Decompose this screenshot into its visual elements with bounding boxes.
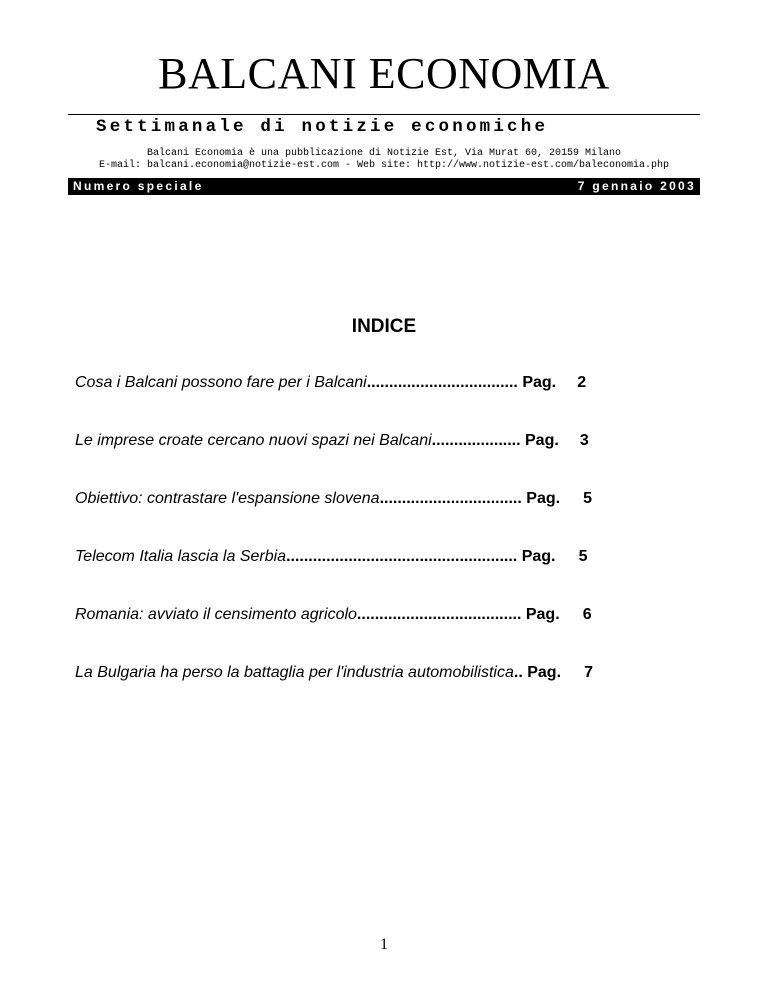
toc-entry [75, 605, 592, 625]
publisher-info: Balcani Economia è una pubblicazione di Notizie Est, Via Murat 60, 20159 Milano [146, 148, 622, 159]
toc-entry-page-label: Pag. [526, 490, 561, 507]
title-divider [68, 114, 700, 115]
page-number: 1 [380, 936, 388, 953]
toc-entry-title: Le imprese croate cercano nuovi spazi nei Balcani [75, 432, 432, 449]
toc-entry-title: Cosa i Balcani possono fare per i Balcani [75, 374, 367, 391]
toc-entry-title: Obiettivo: contrastare l'espansione slovena [75, 490, 380, 507]
toc-entry-leader: .................... [431, 432, 521, 449]
toc-entry-page-number: 3 [579, 432, 589, 449]
toc-entry-leader: ................................ [379, 490, 522, 507]
toc-entry-leader: .. [513, 664, 523, 681]
toc-entry-leader: .................................................... [286, 548, 518, 565]
toc-entry [75, 489, 592, 509]
issue-band [68, 178, 700, 195]
toc-entry-title: La Bulgaria ha perso la battaglia per l'industria automobilistica [75, 664, 514, 681]
toc-entry-page-number: 6 [582, 606, 592, 623]
index-heading: INDICE [351, 316, 417, 337]
toc-entry [75, 547, 587, 567]
toc-entry-page-number: 2 [577, 374, 587, 391]
toc-entry-leader: .................................. [366, 374, 518, 391]
toc-entry-page-label: Pag. [527, 664, 562, 681]
toc-entry-page-number: 7 [584, 664, 594, 681]
toc-entry [75, 431, 589, 451]
toc-entry-page-label: Pag. [522, 374, 557, 391]
toc-entry [75, 663, 593, 683]
publication-title: BALCANI ECONOMIA [158, 49, 610, 98]
contact-info: E-mail: balcani.economia@notizie-est.com - Web site: http://www.notizie-est.com/baleconomia.php [98, 160, 670, 171]
toc-entry-page-number: 5 [578, 548, 588, 565]
toc-entry [75, 373, 586, 393]
issue-date: 7 gennaio 2003 [577, 179, 696, 193]
issue-label: Numero speciale [73, 179, 204, 193]
toc-entry-title: Telecom Italia lascia la Serbia [75, 548, 287, 565]
toc-entry-page-label: Pag. [525, 606, 560, 623]
toc-entry-leader: ..................................... [356, 606, 522, 623]
toc-entry-page-number: 5 [583, 490, 593, 507]
publication-subtitle: Settimanale di notizie economiche [96, 117, 549, 137]
toc-entry-page-label: Pag. [521, 548, 556, 565]
toc-entry-page-label: Pag. [525, 432, 559, 449]
toc-entry-title: Romania: avviato il censimento agricolo [75, 606, 357, 623]
